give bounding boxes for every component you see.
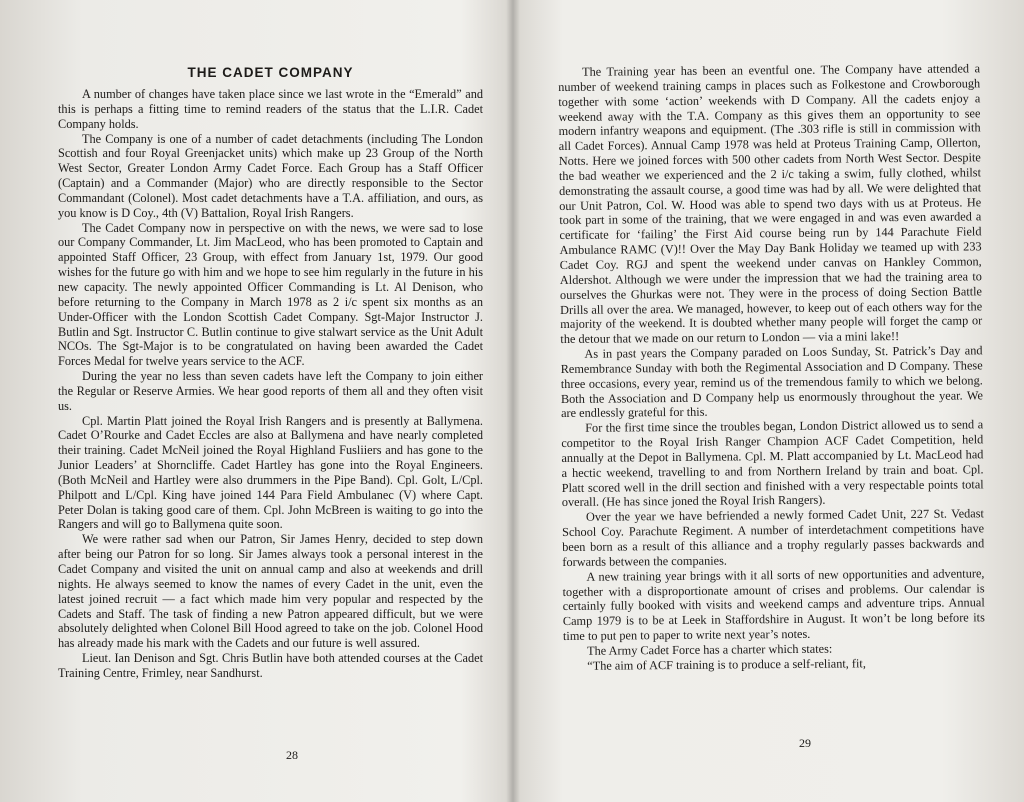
- page-number-right: 29: [799, 736, 811, 750]
- right-page: [518, 0, 1024, 802]
- paragraph: The Training year has been an eventful one. The Company have attended a number of weekend training camps in places such as Folkestone and Crowborough together with some ‘action’ weekends with D Company. All the cadets enjoy a weekend away with the T.A. Company as this gives them an opportunity to see modern infantry weapons and equipment. (The .303 rifle is still in commission with all Cadet Forces). Annual Camp 1978 was held at Proteus Training Camp, Ollerton, Notts. Here we joined forces with 500 other cadets from North West Sector. Despite the bad weather we experienced and the 2 i/c taking a swim, fully clothed, whilst demonstrating the assault course, a good time was had by all. We were delighted that our Unit Patron, Col. W. Hood was able to spend two days with us at Proteus. He took part in some of the training, that we were engaged in and was even awarded a certificate for ‘failing’ the First Aid course being run by 144 Parachute Field Ambulance RAMC (V)!! Over the May Day Bank Holiday we teamed up with 233 Cadet Coy. RGJ and spent the weekend under canvas on Hankley Common, Aldershot. Although we were under the impression that we had the training area to ourselves the Ghurkas were not. They were in the process of doing Section Battle Drills all over the area. We managed, however, to keep out of each others way for the majority of the weekend. It is doubted whether many people will forget the camp or the detour that we made on our return to London — via a mini lake!!: [558, 61, 983, 347]
- paragraph: Lieut. Ian Denison and Sgt. Chris Butlin have both attended courses at the Cadet Training Centre, Frimley, near Sandhurst.: [58, 651, 483, 680]
- paragraph: The Company is one of a number of cadet detachments (including The London Scottish and four Royal Greenjacket units) which make up 23 Group of the North West Sector, Greater London Army Cadet Force. Each Group has a Staff Officer (Captain) and a Commander (Major) who are directly responsible to the Sector Commandant (Colonel). Most cadet detachments have a T.A. affiliation, and ours, as you know is D Coy., 4th (V) Battalion, Royal Irish Rangers.: [58, 131, 483, 220]
- paragraph: A new training year brings with it all sorts of new opportunities and adventure, together with a disproportionate amount of crises and problems. Our calendar is certainly fully booked with visits and weekend camps and adventure trips. Annual Camp 1979 is to be at Leek in Staffordshire in August. It won’t be long before its time to put pen to paper to write next year’s notes.: [562, 565, 985, 644]
- paragraph: For the first time since the troubles began, London District allowed us to send a competitor to the Royal Irish Ranger Champion ACF Cadet Competition, held annually at the Depot in Ballymena. Cpl. M. Platt accompanied by Lt. MacLeod had a hectic weekend, travelling to and from Northern Ireland by train and boat. Cpl. Platt scored well in the drill section and finished with a very respectable points total overall. (He has since joned the Royal Irish Rangers).: [561, 417, 984, 510]
- paragraph: As in past years the Company paraded on Loos Sunday, St. Patrick’s Day and Remembrance Sunday with both the Regimental Association and D Company. These three occasions, every year, remind us of the tremendous family to which we belong. Both the Association and D Company help us enormously throughout the year. We are endlessly grateful for this.: [560, 343, 983, 421]
- left-page-text: [58, 87, 483, 681]
- paragraph: Cpl. Martin Platt joined the Royal Irish Rangers and is presently at Ballymena. Cadet O’Rourke and Cadet Eccles are also at Ballymena and have nearly completed their training. Cadet McNeil joined the Royal Highland Fusliiers and has gone to the Junior Leaders’ at Shorncliffe. Cadet Hartley has gone into the Royal Engineers. (Both McNeil and Hartley were also drummers in the Pipe Band). Cpl. Golt, L/Cpl. Philpott and L/Cpl. King have joined 144 Para Field Ambulanec (V) where Capt. Peter Dolan is taking good care of them. Cpl. John McBreen is waiting to go into the Rangers and will go to Ballymena quite soon.: [58, 413, 483, 532]
- right-page-text: [558, 61, 985, 673]
- paragraph: The Cadet Company now in perspective on with the news, we were sad to lose our Company Commander, Lt. Jim MacLeod, who has been promoted to Captain and appointed Staff Officer, 23 Group, with effect from January 1st, 1979. Our good wishes for the future go with him and we hope to see him regularly in the future in his new capacity. The newly appointed Officer Commanding is Lt. Al Denison, who before returning to the Company in March 1978 as 2 i/c spent six months as an Under-Officer with the London Scottish Cadet Company. Sgt-Major Instructor J. Butlin and Sgt. Instructor C. Butlin continue to give stalwart service as the Unit Adult NCOs. The Sgt-Major is to be congratulated on having been awarded the Cadet Forces Medal for twelve years service to the ACF.: [58, 220, 483, 369]
- paragraph: “The aim of ACF training is to produce a self-reliant, fit,: [587, 656, 866, 673]
- paragraph: During the year no less than seven cadets have left the Company to join either the Regular or Reserve Armies. We hear good reports of them all and they often visit us.: [58, 369, 483, 413]
- page-number-left: 28: [286, 748, 298, 762]
- article-title: THE CADET COMPANY: [187, 65, 354, 80]
- paragraph: Over the year we have befriended a newly formed Cadet Unit, 227 St. Vedast School Coy. Parachute Regiment. A number of interdetachment competitions have been born as a result of this alliance and a trophy regularly passes backwards and forwards between the companies.: [562, 506, 985, 569]
- paragraph: The Army Cadet Force has a charter which states:: [587, 641, 833, 658]
- left-page: [0, 0, 508, 802]
- paragraph: A number of changes have taken place since we last wrote in the “Emerald” and this is perhaps a fitting time to remind readers of the status that the L.I.R. Cadet Company holds.: [58, 87, 483, 131]
- paragraph: We were rather sad when our Patron, Sir James Henry, decided to step down after being our Patron for so long. Sir James always took a personal interest in the Cadet Company and visited the unit on annual camp and also at weekends and drill nights. He always seemed to know the names of every Cadet in the unit, even the latest joined recruit — a fact which made him very popular and respected by the Cadets and Staff. The task of finding a new Patron appeared difficult, but we were absolutely delighted when Colonel Bill Hood agreed to take on the job. Colonel Hood has already made his mark with the Cadets and our future is well assured.: [58, 532, 483, 651]
